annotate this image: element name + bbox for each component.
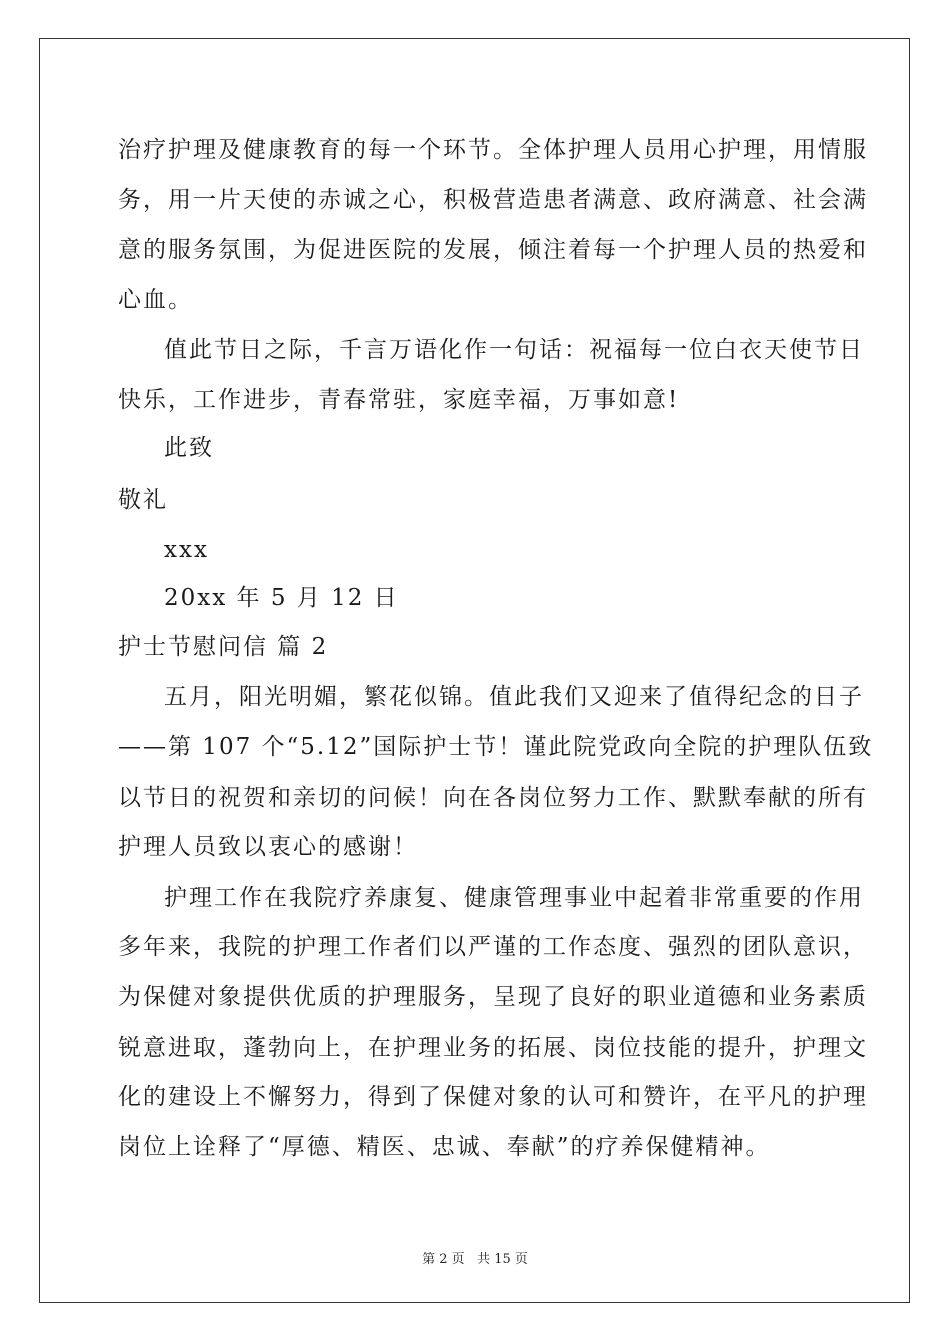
paragraph-2-line-2: 快乐，工作进步，青春常驻，家庭幸福，万事如意!	[118, 387, 680, 413]
page-number-footer: 第 2 页 共 15 页	[422, 1252, 528, 1267]
paragraph-3-line-1: 五月，阳光明媚，繁花似锦。值此我们又迎来了值得纪念的日子	[164, 684, 864, 710]
paragraph-4-line-4: 锐意进取，蓬勃向上，在护理业务的拓展、岗位技能的提升，护理文	[118, 1035, 868, 1061]
paragraph-1-line-1: 治疗护理及健康教育的每一个环节。全体护理人员用心护理，用情服	[118, 137, 868, 163]
paragraph-4-line-3: 为保健对象提供优质的护理服务，呈现了良好的职业道德和业务素质	[118, 984, 868, 1010]
paragraph-4-line-1: 护理工作在我院疗养康复、健康管理事业中起着非常重要的作用	[164, 885, 864, 911]
paragraph-4-line-5: 化的建设上不懈努力，得到了保健对象的认可和赞许，在平凡的护理	[118, 1084, 868, 1110]
paragraph-4-line-2: 多年来，我院的护理工作者们以严谨的工作态度、强烈的团队意识，	[118, 934, 868, 960]
paragraph-4-line-6: 岗位上诠释了“厚德、精医、忠诚、奉献”的疗养保健精神。	[118, 1134, 771, 1160]
salute-line: 敬礼	[118, 487, 168, 513]
paragraph-1-line-4: 心血。	[118, 287, 193, 313]
closing-line: 此致	[164, 435, 214, 461]
paragraph-3-line-2: ——第 107 个“5.12”国际护士节！谨此院党政向全院的护理队伍致	[118, 734, 874, 760]
paragraph-1-line-3: 意的服务氛围，为促进医院的发展，倾注着每一个护理人员的热爱和	[118, 237, 868, 263]
signature-line: xxx	[164, 537, 209, 563]
paragraph-1-line-2: 务，用一片天使的赤诚之心，积极营造患者满意、政府满意、社会满	[118, 187, 868, 213]
paragraph-3-line-3: 以节日的祝贺和亲切的问候！向在各岗位努力工作、默默奉献的所有	[118, 785, 868, 811]
paragraph-2-line-1: 值此节日之际，千言万语化作一句话：祝福每一位白衣天使节日	[164, 337, 864, 363]
page-frame	[39, 38, 910, 1303]
section-title: 护士节慰问信 篇 2	[118, 634, 329, 660]
date-line: 20xx 年 5 月 12 日	[164, 585, 399, 611]
paragraph-3-line-4: 护理人员致以衷心的感谢！	[118, 834, 418, 860]
